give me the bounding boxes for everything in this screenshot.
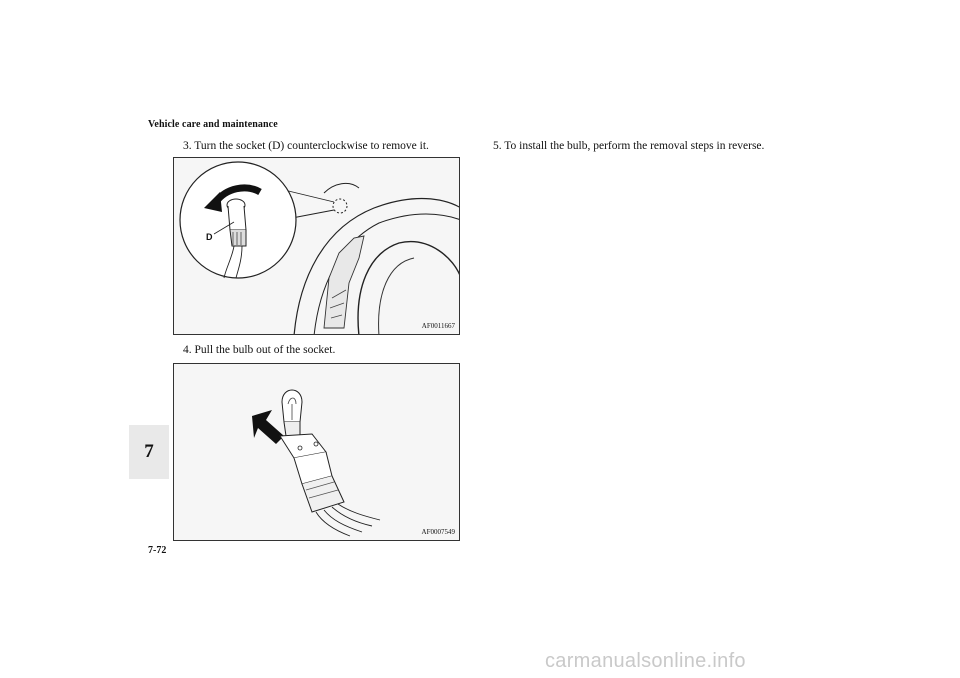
- bulb-removal-illustration: [173, 363, 460, 541]
- step-5-text: 5. To install the bulb, perform the removal steps in reverse.: [493, 140, 765, 152]
- bulb-removal-drawing: [174, 364, 460, 541]
- section-title: Vehicle care and maintenance: [148, 119, 278, 130]
- socket-removal-drawing: [174, 158, 460, 335]
- callout-label-d: D: [206, 232, 213, 242]
- step-4-text: 4. Pull the bulb out of the socket.: [183, 344, 336, 356]
- footer-watermark: carmanualsonline.info: [545, 650, 746, 672]
- figure-code: AF0007549: [421, 528, 455, 536]
- figure-code: AF0011667: [421, 322, 455, 330]
- socket-removal-illustration: [173, 157, 460, 335]
- chapter-number: 7: [144, 441, 154, 462]
- page-number: 7-72: [148, 545, 167, 556]
- chapter-tab: [129, 425, 169, 479]
- step-3-text: 3. Turn the socket (D) counterclockwise to remove it.: [183, 140, 429, 152]
